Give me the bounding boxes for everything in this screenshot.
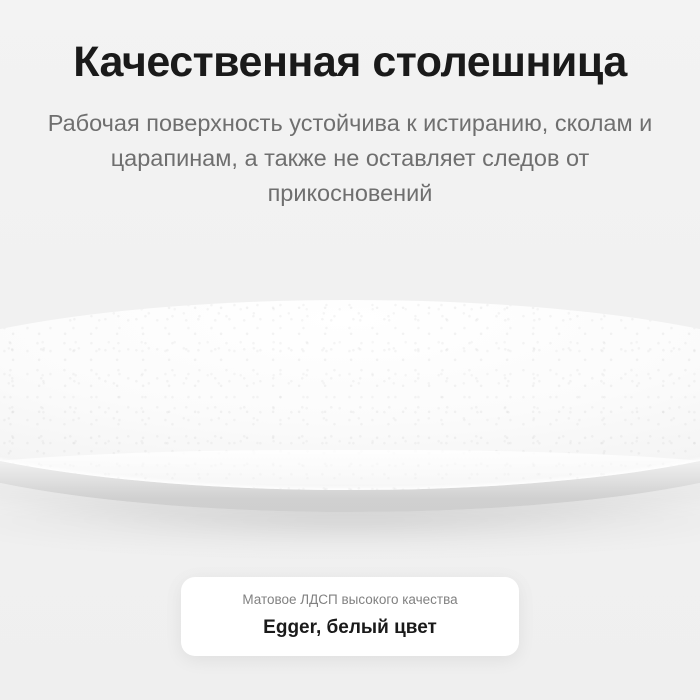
material-caption-card <box>181 577 519 656</box>
page-subtitle: Рабочая поверхность устойчива к истиранию, сколам и царапинам, а также не оставляет следов от прикосновений <box>47 110 653 206</box>
tabletop-image <box>0 300 700 620</box>
material-brand-label: Egger, белый цвет <box>263 617 437 638</box>
header-block <box>0 36 700 211</box>
tabletop-texture <box>0 300 700 490</box>
material-quality-label: Матовое ЛДСП высокого качества <box>242 592 458 607</box>
page-title: Качественная столешница <box>73 38 627 86</box>
